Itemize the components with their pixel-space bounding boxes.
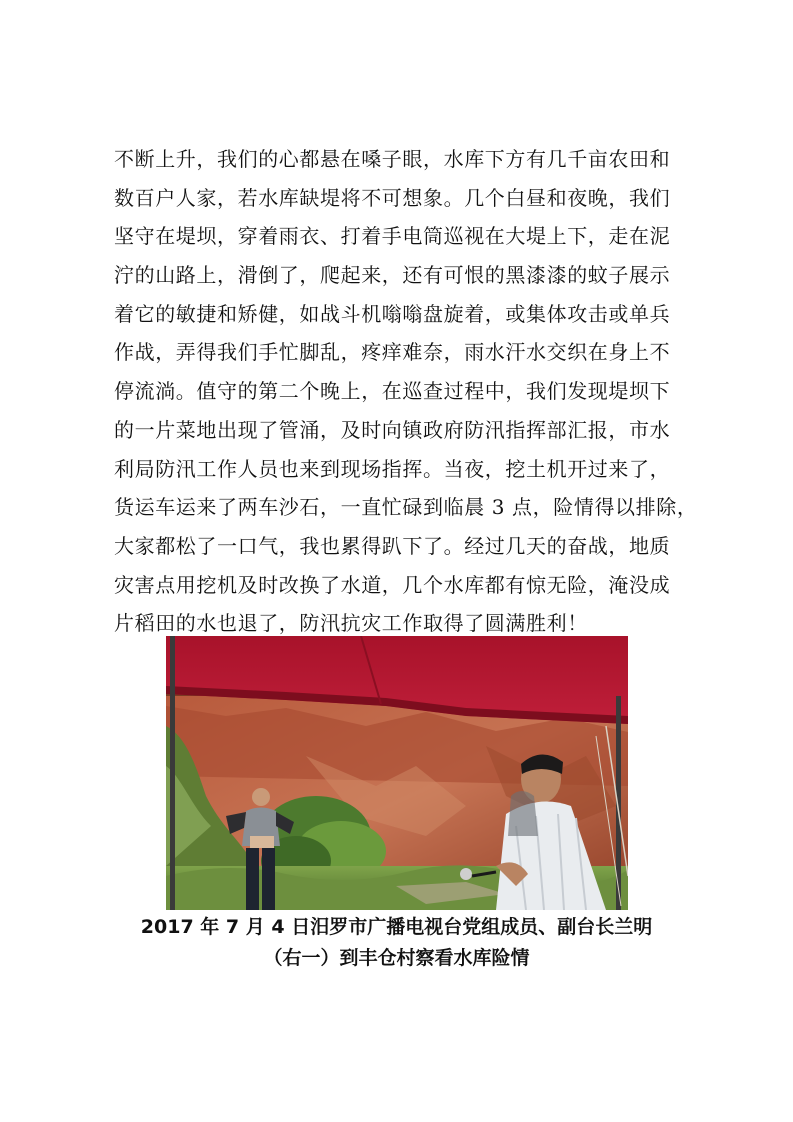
caption-line-2: （右一）到丰仓村察看水库险情: [263, 947, 530, 969]
body-line: 片稻田的水也退了，防汛抗灾工作取得了圆满胜利！: [114, 611, 588, 636]
caption-line-1: 2017 年 7 月 4 日汨罗市广播电视台党组成员、副台长兰明: [140, 916, 653, 938]
body-line: 停流淌。值守的第二个晚上，在巡查过程中，我们发现堤坝下: [114, 379, 671, 404]
body-line: 灾害点用挖机及时改换了水道，几个水库都有惊无险，淹没成: [114, 572, 671, 597]
body-line: 数百户人家，若水库缺堤将不可想象。几个白昼和夜晚，我们: [114, 185, 671, 210]
body-line: 着它的敏捷和矫健，如战斗机嗡嗡盘旋着，或集体攻击或单兵: [114, 301, 671, 326]
body-line: 大家都松了一口气，我也累得趴下了。经过几天的奋战，地质: [114, 533, 671, 558]
body-line: 的一片菜地出现了管涌，及时向镇政府防汛指挥部汇报，市水: [114, 417, 671, 442]
body-line: 不断上升，我们的心都悬在嗓子眼，水库下方有几千亩农田和: [114, 147, 671, 171]
body-line: 坚守在堤坝，穿着雨衣、打着手电筒巡视在大堤上下，走在泥: [114, 224, 671, 249]
body-line: 泞的山路上，滑倒了，爬起来，还有可恨的黑漆漆的蚊子展示: [114, 263, 671, 288]
body-paragraph: [114, 140, 698, 643]
tent-pole-left: [170, 636, 175, 910]
body-line: 利局防汛工作人员也来到现场指挥。当夜，挖土机开过来了，: [114, 456, 671, 481]
body-line: 货运车运来了两车沙石，一直忙碌到临晨 3 点，险情得以排除，: [114, 495, 698, 520]
photo-caption: [0, 912, 793, 974]
photo-illustration: [166, 636, 628, 910]
body-line: 作战，弄得我们手忙脚乱，疼痒难奈，雨水汗水交织在身上不: [114, 340, 671, 365]
reservoir-inspection-photo: [166, 636, 628, 910]
